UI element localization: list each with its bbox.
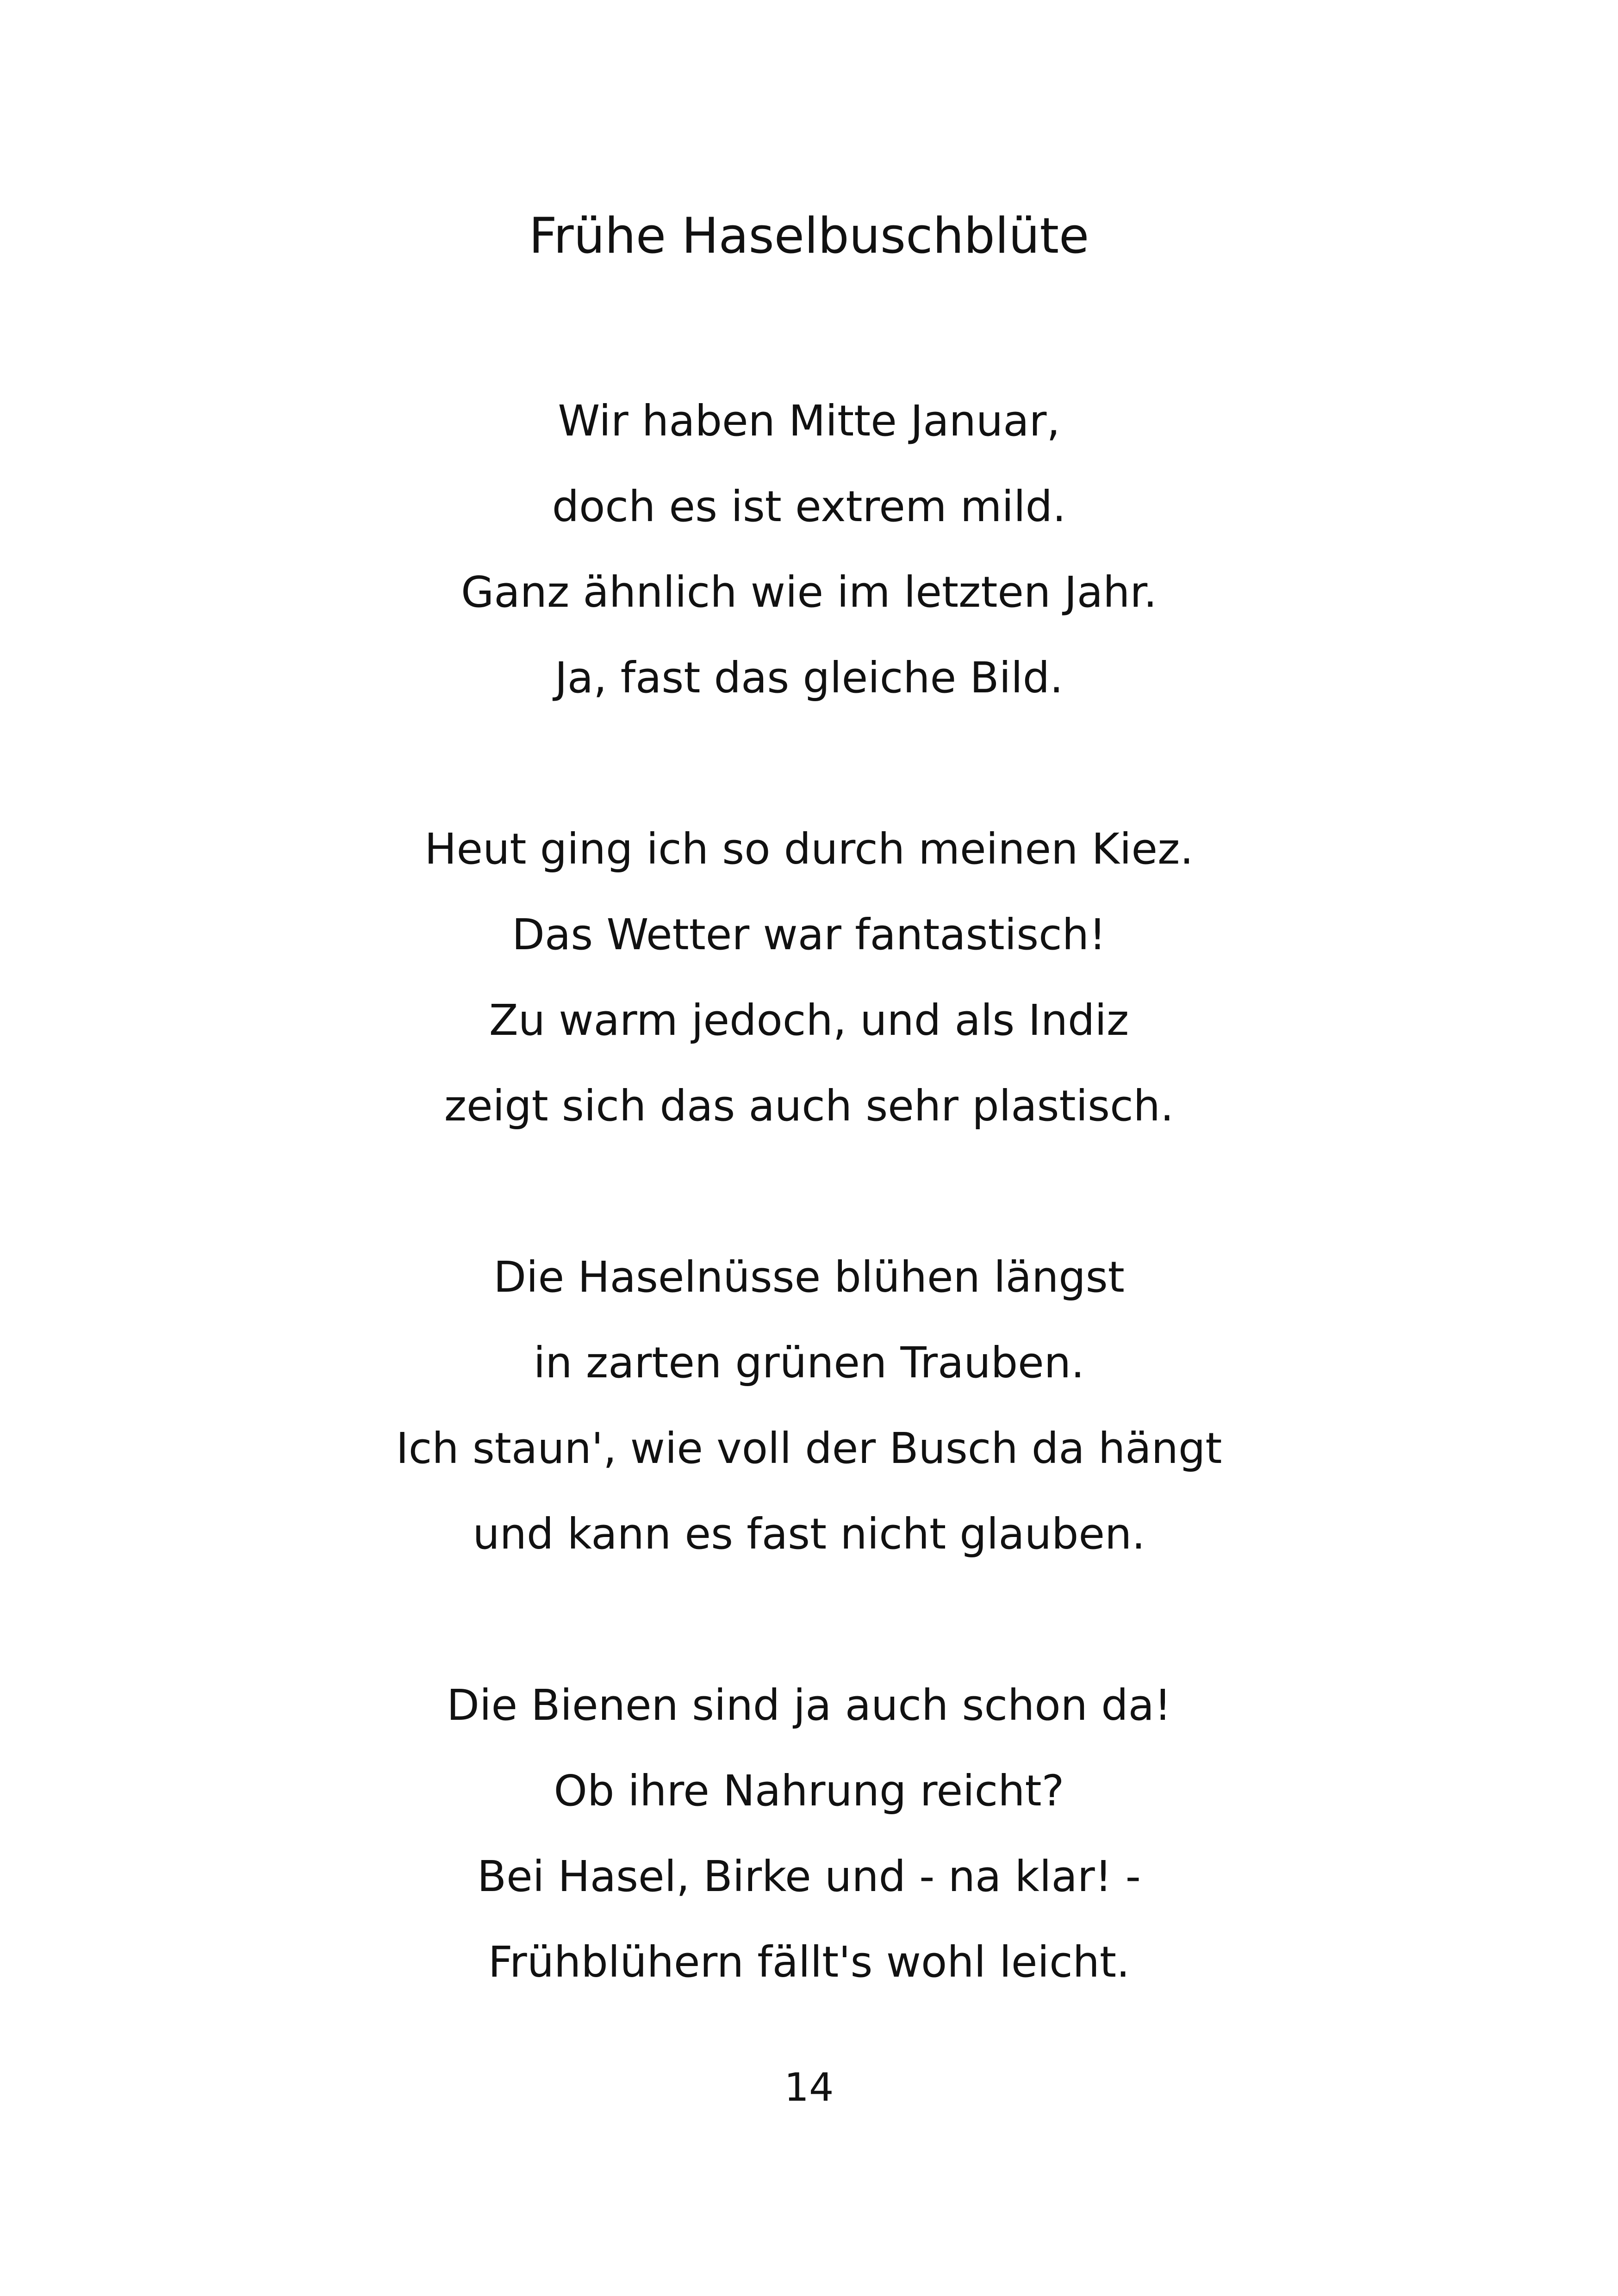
poem-line: und kann es fast nicht glauben. (473, 1509, 1145, 1559)
poem-line: Die Bienen sind ja auch schon da! (447, 1680, 1171, 1730)
poem-line: Die Haselnüsse blühen längst (493, 1252, 1125, 1302)
poem-line: Bei Hasel, Birke und - na klar! - (477, 1852, 1141, 1901)
poem-line: Heut ging ich so durch meinen Kiez. (424, 824, 1194, 874)
page-number: 14 (784, 2065, 834, 2110)
poem-line: Wir haben Mitte Januar, (558, 396, 1060, 446)
poem-line: Zu warm jedoch, und als Indiz (489, 996, 1129, 1045)
poem-line: Ob ihre Nahrung reicht? (554, 1766, 1064, 1816)
poem-line: Ganz ähnlich wie im letzten Jahr. (461, 567, 1157, 617)
poem-line: Ja, fast das gleiche Bild. (554, 653, 1064, 703)
poem-line: Das Wetter war fantastisch! (512, 910, 1106, 959)
poem-line: Ich staun', wie voll der Busch da hängt (396, 1424, 1222, 1473)
poem-line: doch es ist extrem mild. (552, 482, 1066, 531)
poem-title: Frühe Haselbuschblüte (529, 207, 1089, 264)
poem-line: in zarten grünen Trauben. (533, 1338, 1085, 1388)
poem-line: zeigt sich das auch sehr plastisch. (444, 1081, 1174, 1131)
poem-line: Frühblühern fällt's wohl leicht. (488, 1937, 1130, 1987)
